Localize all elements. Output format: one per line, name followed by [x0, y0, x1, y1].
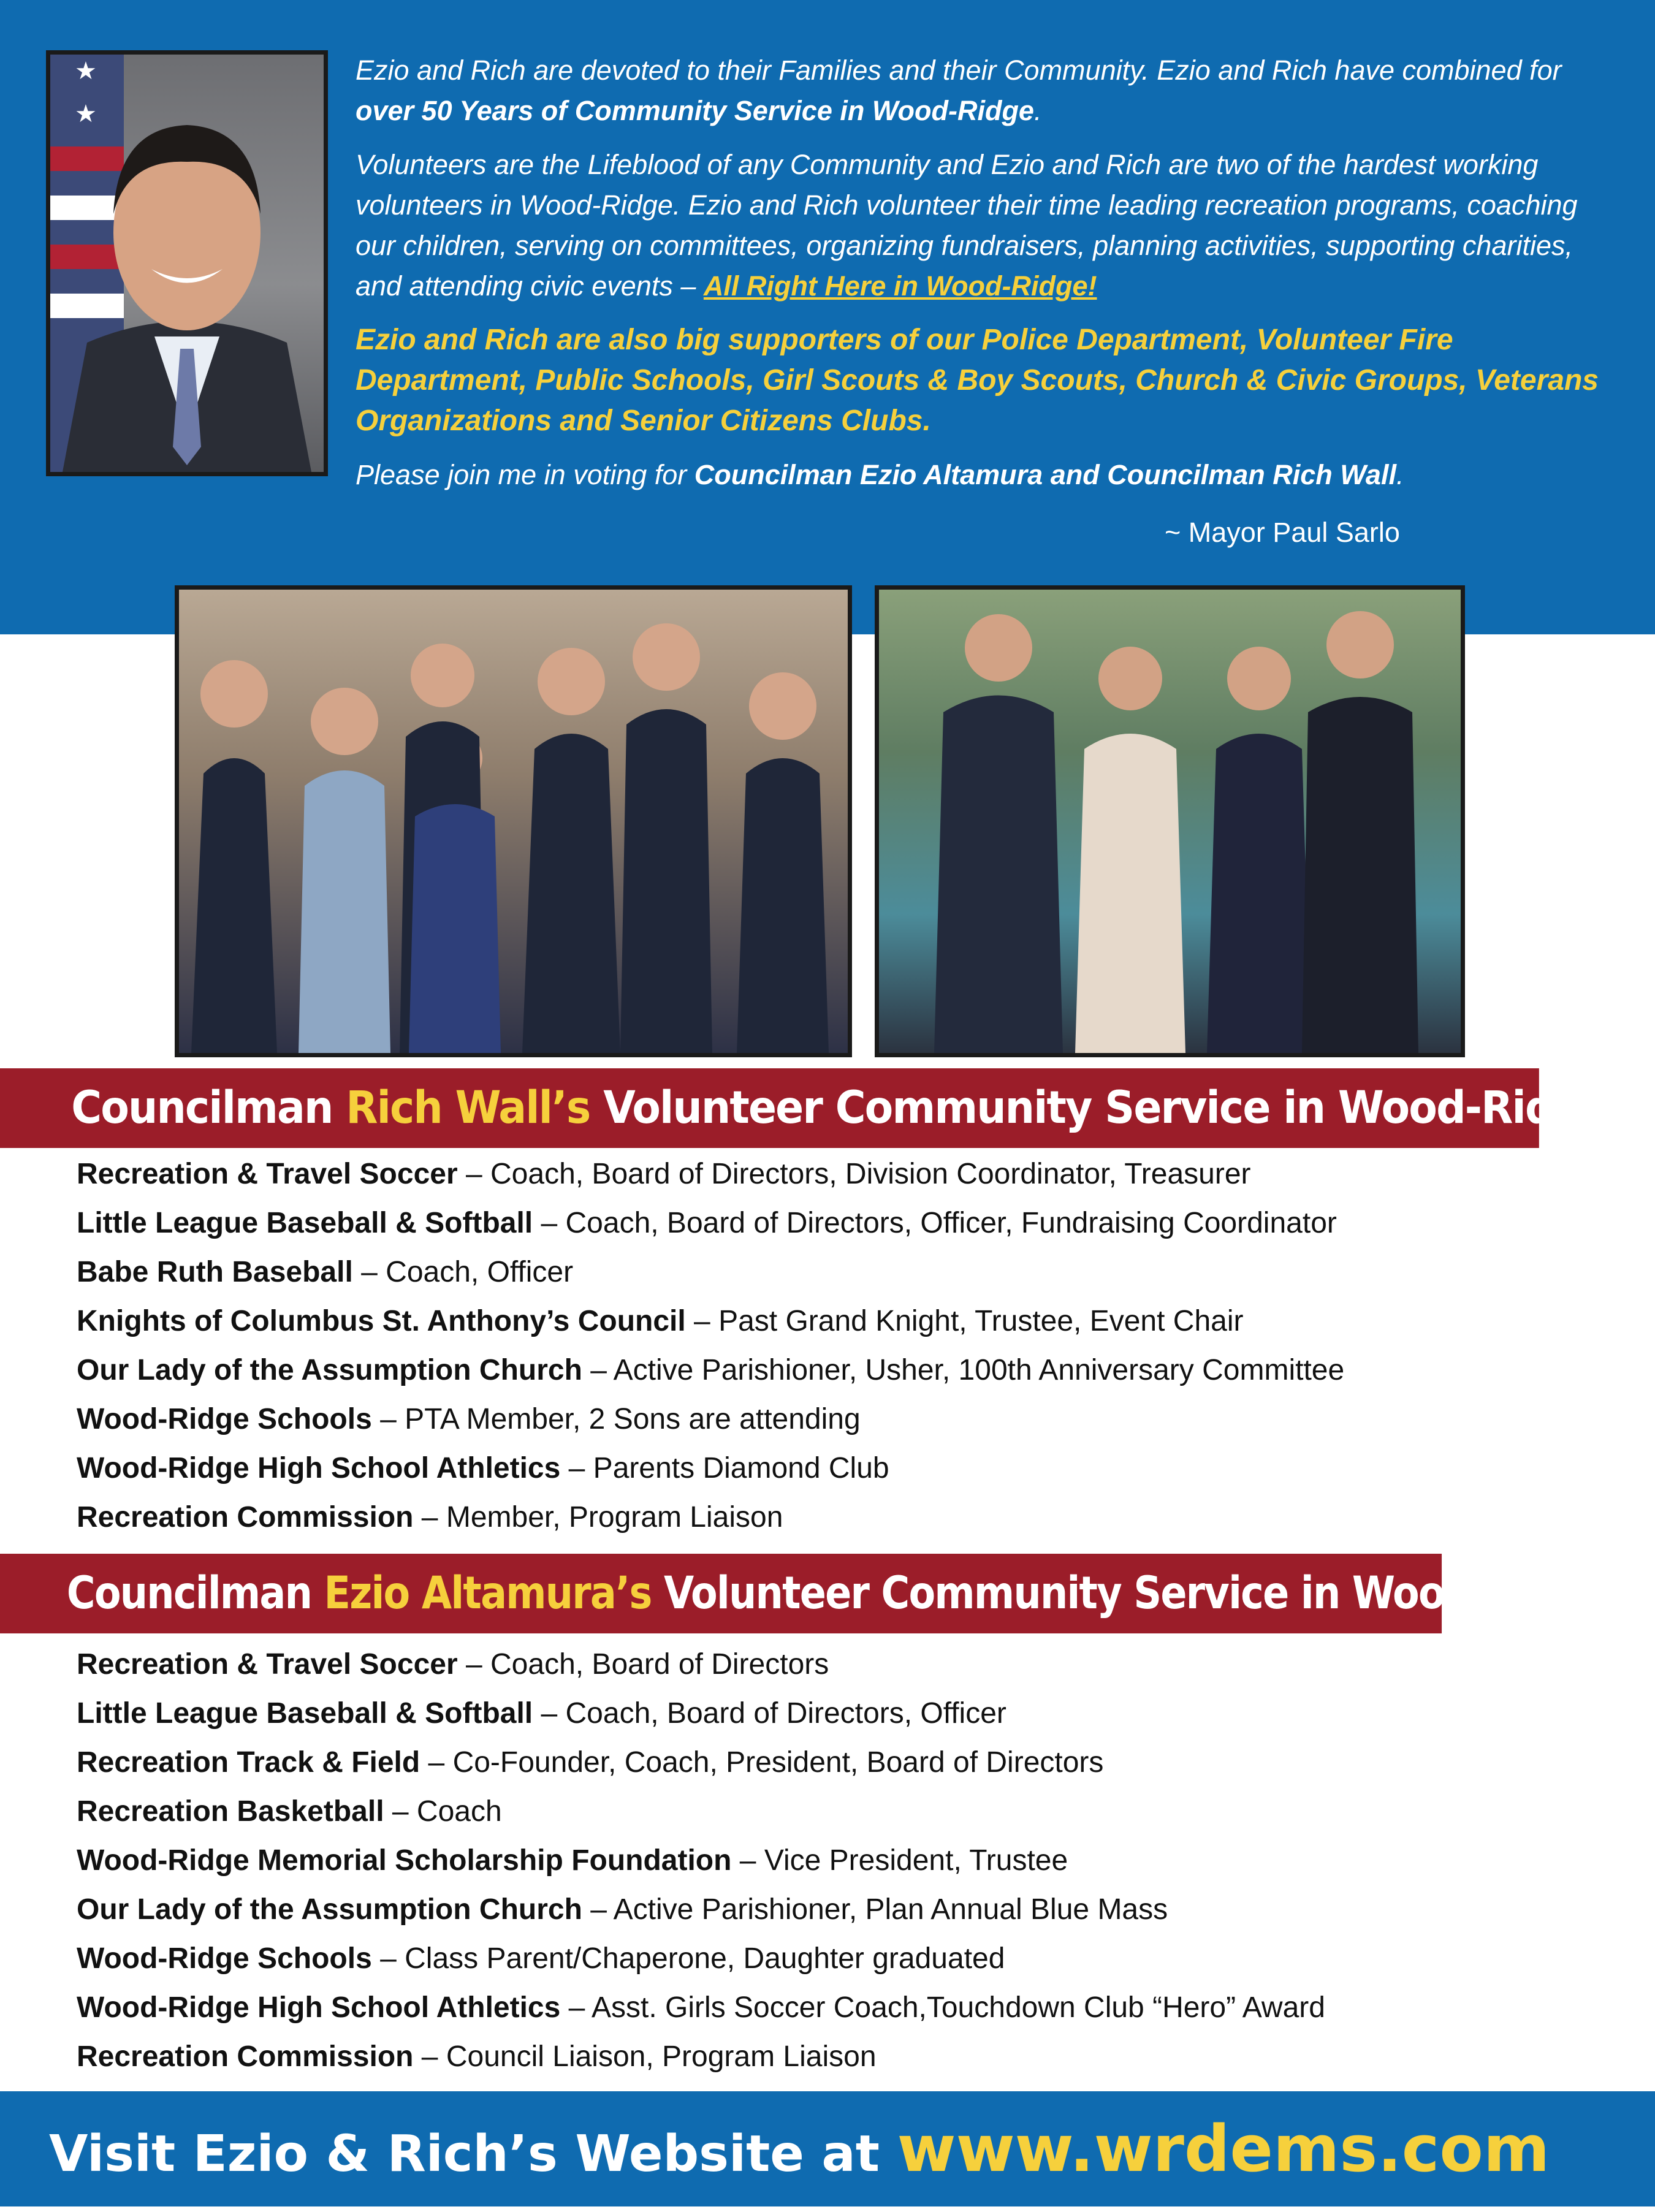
service-list-item	[77, 1150, 1597, 1199]
service-organization: Recreation & Travel Soccer	[77, 1648, 458, 1681]
service-list-item	[77, 1934, 1597, 1983]
rich-banner-suffix: Volunteer Community Service in Wood-Ridge:	[590, 1082, 1625, 1134]
service-list-item	[77, 1983, 1597, 2032]
service-roles: – Coach, Board of Directors, Officer	[533, 1697, 1006, 1730]
service-roles: – PTA Member, 2 Sons are attending	[371, 1403, 861, 1435]
service-organization: Wood-Ridge Schools	[77, 1942, 372, 1975]
footer-text: Visit Ezio & Rich’s Website at	[49, 2125, 897, 2183]
service-list-item	[77, 1248, 1597, 1297]
mayor-portrait-photo	[46, 50, 328, 476]
service-list-item	[77, 1885, 1597, 1934]
service-roles: – Parents Diamond Club	[560, 1452, 889, 1484]
service-organization: Knights of Columbus St. Anthony’s Council	[77, 1305, 686, 1337]
service-roles: – Class Parent/Chaperone, Daughter graduated	[371, 1942, 1005, 1975]
intro-p2-text: Volunteers are the Lifeblood of any Community and Ezio and Rich are two of the hardest working volunteers in Wood-Ridge. Ezio and Rich volunteer their time leading recreation programs, coaching our children, serving on committees, organizing fundraisers, planning activities, supporting charities, and attending civic events –	[356, 149, 1578, 302]
service-organization: Wood-Ridge Schools	[77, 1403, 372, 1435]
service-list-item	[77, 1689, 1597, 1738]
ezio-altamura-banner	[0, 1554, 1621, 1633]
service-list-item	[77, 1640, 1597, 1689]
intro-p1-end: .	[1033, 95, 1042, 126]
intro-p4-text: Please join me in voting for	[356, 459, 694, 490]
service-list-item	[77, 1738, 1597, 1787]
intro-p4-end: .	[1396, 459, 1404, 490]
wall-family-photo	[175, 585, 852, 1057]
service-roles: – Past Grand Knight, Trustee, Event Chair	[685, 1305, 1244, 1337]
service-roles: – Coach, Officer	[352, 1256, 574, 1288]
service-roles: – Active Parishioner, Plan Annual Blue Mass	[582, 1893, 1168, 1926]
service-organization: Our Lady of the Assumption Church	[77, 1893, 582, 1926]
service-organization: Recreation Basketball	[77, 1795, 384, 1828]
service-organization: Wood-Ridge High School Athletics	[77, 1991, 561, 2024]
service-roles: – Asst. Girls Soccer Coach,Touchdown Club “Hero” Award	[560, 1991, 1325, 2024]
service-organization: Recreation & Travel Soccer	[77, 1158, 458, 1190]
service-list-item	[77, 1199, 1597, 1248]
service-list-item	[77, 1493, 1597, 1542]
service-organization: Recreation Commission	[77, 2040, 414, 2073]
service-roles: – Vice President, Trustee	[731, 1844, 1068, 1877]
intro-paragraph-1	[356, 50, 1612, 131]
intro-p4-bold: Councilman Ezio Altamura and Councilman Rich Wall	[694, 459, 1396, 490]
service-list-item	[77, 1395, 1597, 1444]
all-right-here-link[interactable]: All Right Here in Wood-Ridge!	[703, 270, 1097, 302]
rich-banner-prefix: Councilman	[71, 1082, 346, 1134]
service-roles: – Member, Program Liaison	[413, 1501, 783, 1534]
service-list-item	[77, 2032, 1597, 2081]
service-roles: – Coach, Board of Directors, Division Coordinator, Treasurer	[457, 1158, 1251, 1190]
website-footer-banner	[0, 2091, 1655, 2206]
service-list-item	[77, 1297, 1597, 1346]
wall-family-illustration	[179, 590, 848, 1053]
service-organization: Wood-Ridge Memorial Scholarship Foundation	[77, 1844, 732, 1877]
portrait-illustration	[50, 55, 324, 472]
altamura-family-illustration	[879, 590, 1461, 1053]
ezio-banner-name: Ezio Altamura’s	[324, 1567, 652, 1619]
service-organization: Babe Ruth Baseball	[77, 1256, 353, 1288]
service-list-item	[77, 1444, 1597, 1493]
service-organization: Wood-Ridge High School Athletics	[77, 1452, 561, 1484]
rich-banner-name: Rich Wall’s	[346, 1082, 590, 1134]
service-roles: – Coach	[384, 1795, 502, 1828]
ezio-banner-prefix: Councilman	[66, 1567, 324, 1619]
service-roles: – Co-Founder, Coach, President, Board of Directors	[420, 1746, 1104, 1779]
rich-wall-banner	[0, 1068, 1625, 1148]
service-list-item	[77, 1787, 1597, 1836]
service-organization: Recreation Track & Field	[77, 1746, 420, 1779]
svg-text:★: ★	[75, 57, 97, 85]
ezio-banner-suffix: Volunteer Community Service in Wood-Ridge:	[651, 1567, 1621, 1619]
service-organization: Our Lady of the Assumption Church	[77, 1354, 582, 1386]
rich-wall-service-list	[77, 1150, 1597, 1542]
svg-text:★: ★	[75, 100, 97, 128]
service-organization: Little League Baseball & Softball	[77, 1207, 533, 1239]
website-url-link[interactable]: www.wrdems.com	[897, 2111, 1550, 2186]
service-organization: Recreation Commission	[77, 1501, 414, 1534]
service-organization: Little League Baseball & Softball	[77, 1697, 533, 1730]
service-roles: – Coach, Board of Directors, Officer, Fundraising Coordinator	[533, 1207, 1337, 1239]
intro-paragraph-3-highlight: Ezio and Rich are also big supporters of our Police Department, Volunteer Fire Department, Public Schools, Girl Scouts & Boy Scouts, Church & Civic Groups, Veterans Organizations and Senior Citizens Clubs.	[356, 324, 1599, 437]
ezio-altamura-service-list	[77, 1640, 1597, 2081]
service-list-item	[77, 1836, 1597, 1885]
intro-p1-bold: over 50 Years of Community Service in Wood-Ridge	[356, 95, 1034, 126]
altamura-family-photo	[875, 585, 1465, 1057]
intro-text-block	[356, 50, 1612, 509]
intro-p1-text: Ezio and Rich are devoted to their Families and their Community. Ezio and Rich have combined for	[356, 55, 1562, 86]
mayor-signature: ~ Mayor Paul Sarlo	[1165, 517, 1400, 548]
intro-paragraph-2	[356, 145, 1612, 306]
service-roles: – Active Parishioner, Usher, 100th Anniversary Committee	[582, 1354, 1345, 1386]
service-list-item	[77, 1346, 1597, 1395]
service-roles: – Council Liaison, Program Liaison	[413, 2040, 877, 2073]
service-roles: – Coach, Board of Directors	[457, 1648, 829, 1681]
intro-paragraph-4	[356, 455, 1612, 495]
